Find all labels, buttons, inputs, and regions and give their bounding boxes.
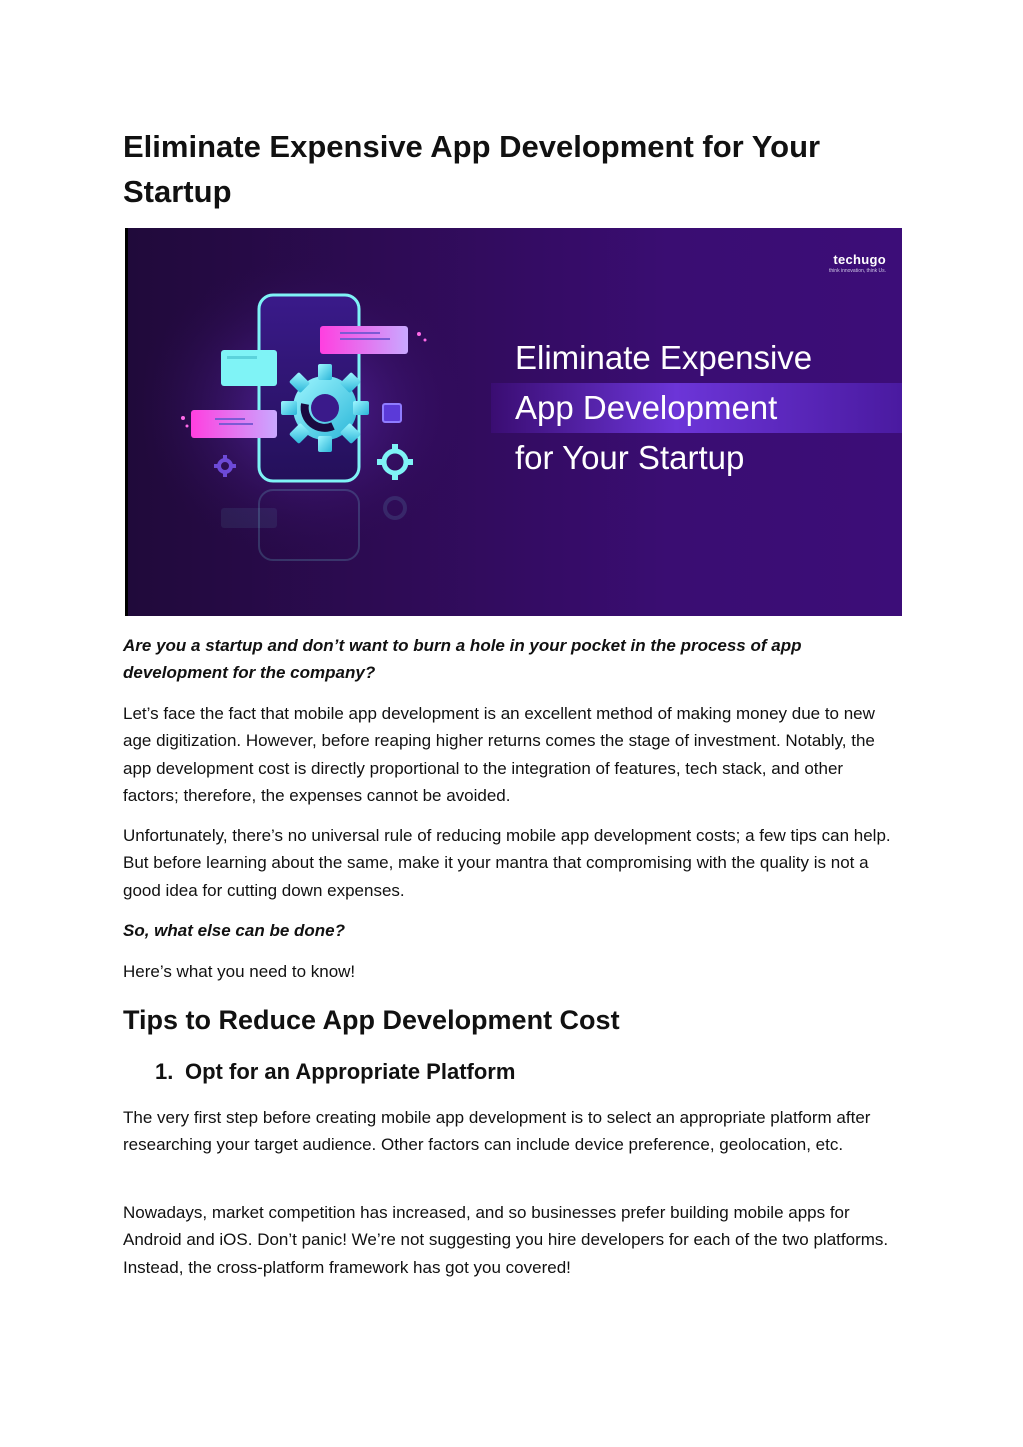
banner-headline-line-2: App Development — [491, 383, 902, 433]
paragraph-2: Unfortunately, there’s no universal rule of reducing mobile app development costs; a few tips can help. But before learning about the same, make it your mantra that compromising with the quality is not a good idea for cutting down expenses. — [123, 826, 891, 900]
techugo-logo — [829, 252, 886, 274]
so-question: So, what else can be done? — [123, 921, 345, 940]
section-heading: Tips to Reduce App Development Cost — [123, 1005, 620, 1035]
chat-bubble-icon — [181, 410, 277, 438]
paragraph-1: Let’s face the fact that mobile app development is an excellent method of making money due to new age digitization. However, before reaping higher returns comes the stage of investment. Notably, the app development cost is directly proportional to the integration of features, tech stack, and other factors; therefore, the expenses cannot be avoided. — [123, 704, 875, 805]
subsection-heading — [155, 1055, 515, 1089]
section-paragraph-2: Nowadays, market competition has increased, and so businesses prefer building mobile apps for Android and iOS. Don’t panic! We’re not suggesting you hire developers for each of the two platforms. Instead, the cross-platform framework has got you covered! — [123, 1203, 889, 1277]
banner-headline-line-1: Eliminate Expensive — [515, 339, 813, 376]
banner-headline-line-3: for Your Startup — [515, 439, 745, 476]
logo-tagline: think innovation, think Us. — [829, 268, 886, 274]
banner-headline — [515, 333, 902, 483]
logo-text: techugo — [833, 252, 886, 267]
hero-banner — [125, 228, 902, 616]
subsection-title: Opt for an Appropriate Platform — [185, 1059, 516, 1084]
intro-question: Are you a startup and don’t want to burn a hole in your pocket in the process of app development for the company? — [123, 636, 802, 683]
need-to-know: Here’s what you need to know! — [123, 962, 356, 981]
page-title: Eliminate Expensive App Development for Your Startup — [123, 129, 821, 209]
chat-bubble-icon — [221, 350, 277, 386]
gear-icon — [281, 364, 369, 452]
subsection-number: 1. — [155, 1059, 174, 1084]
phone-illustration — [125, 228, 505, 616]
square-icon — [383, 404, 401, 422]
section-paragraph-1: The very first step before creating mobile app development is to select an appropriate platform after researching your target audience. Other factors can include device preference, geolocation, etc. — [123, 1108, 871, 1155]
